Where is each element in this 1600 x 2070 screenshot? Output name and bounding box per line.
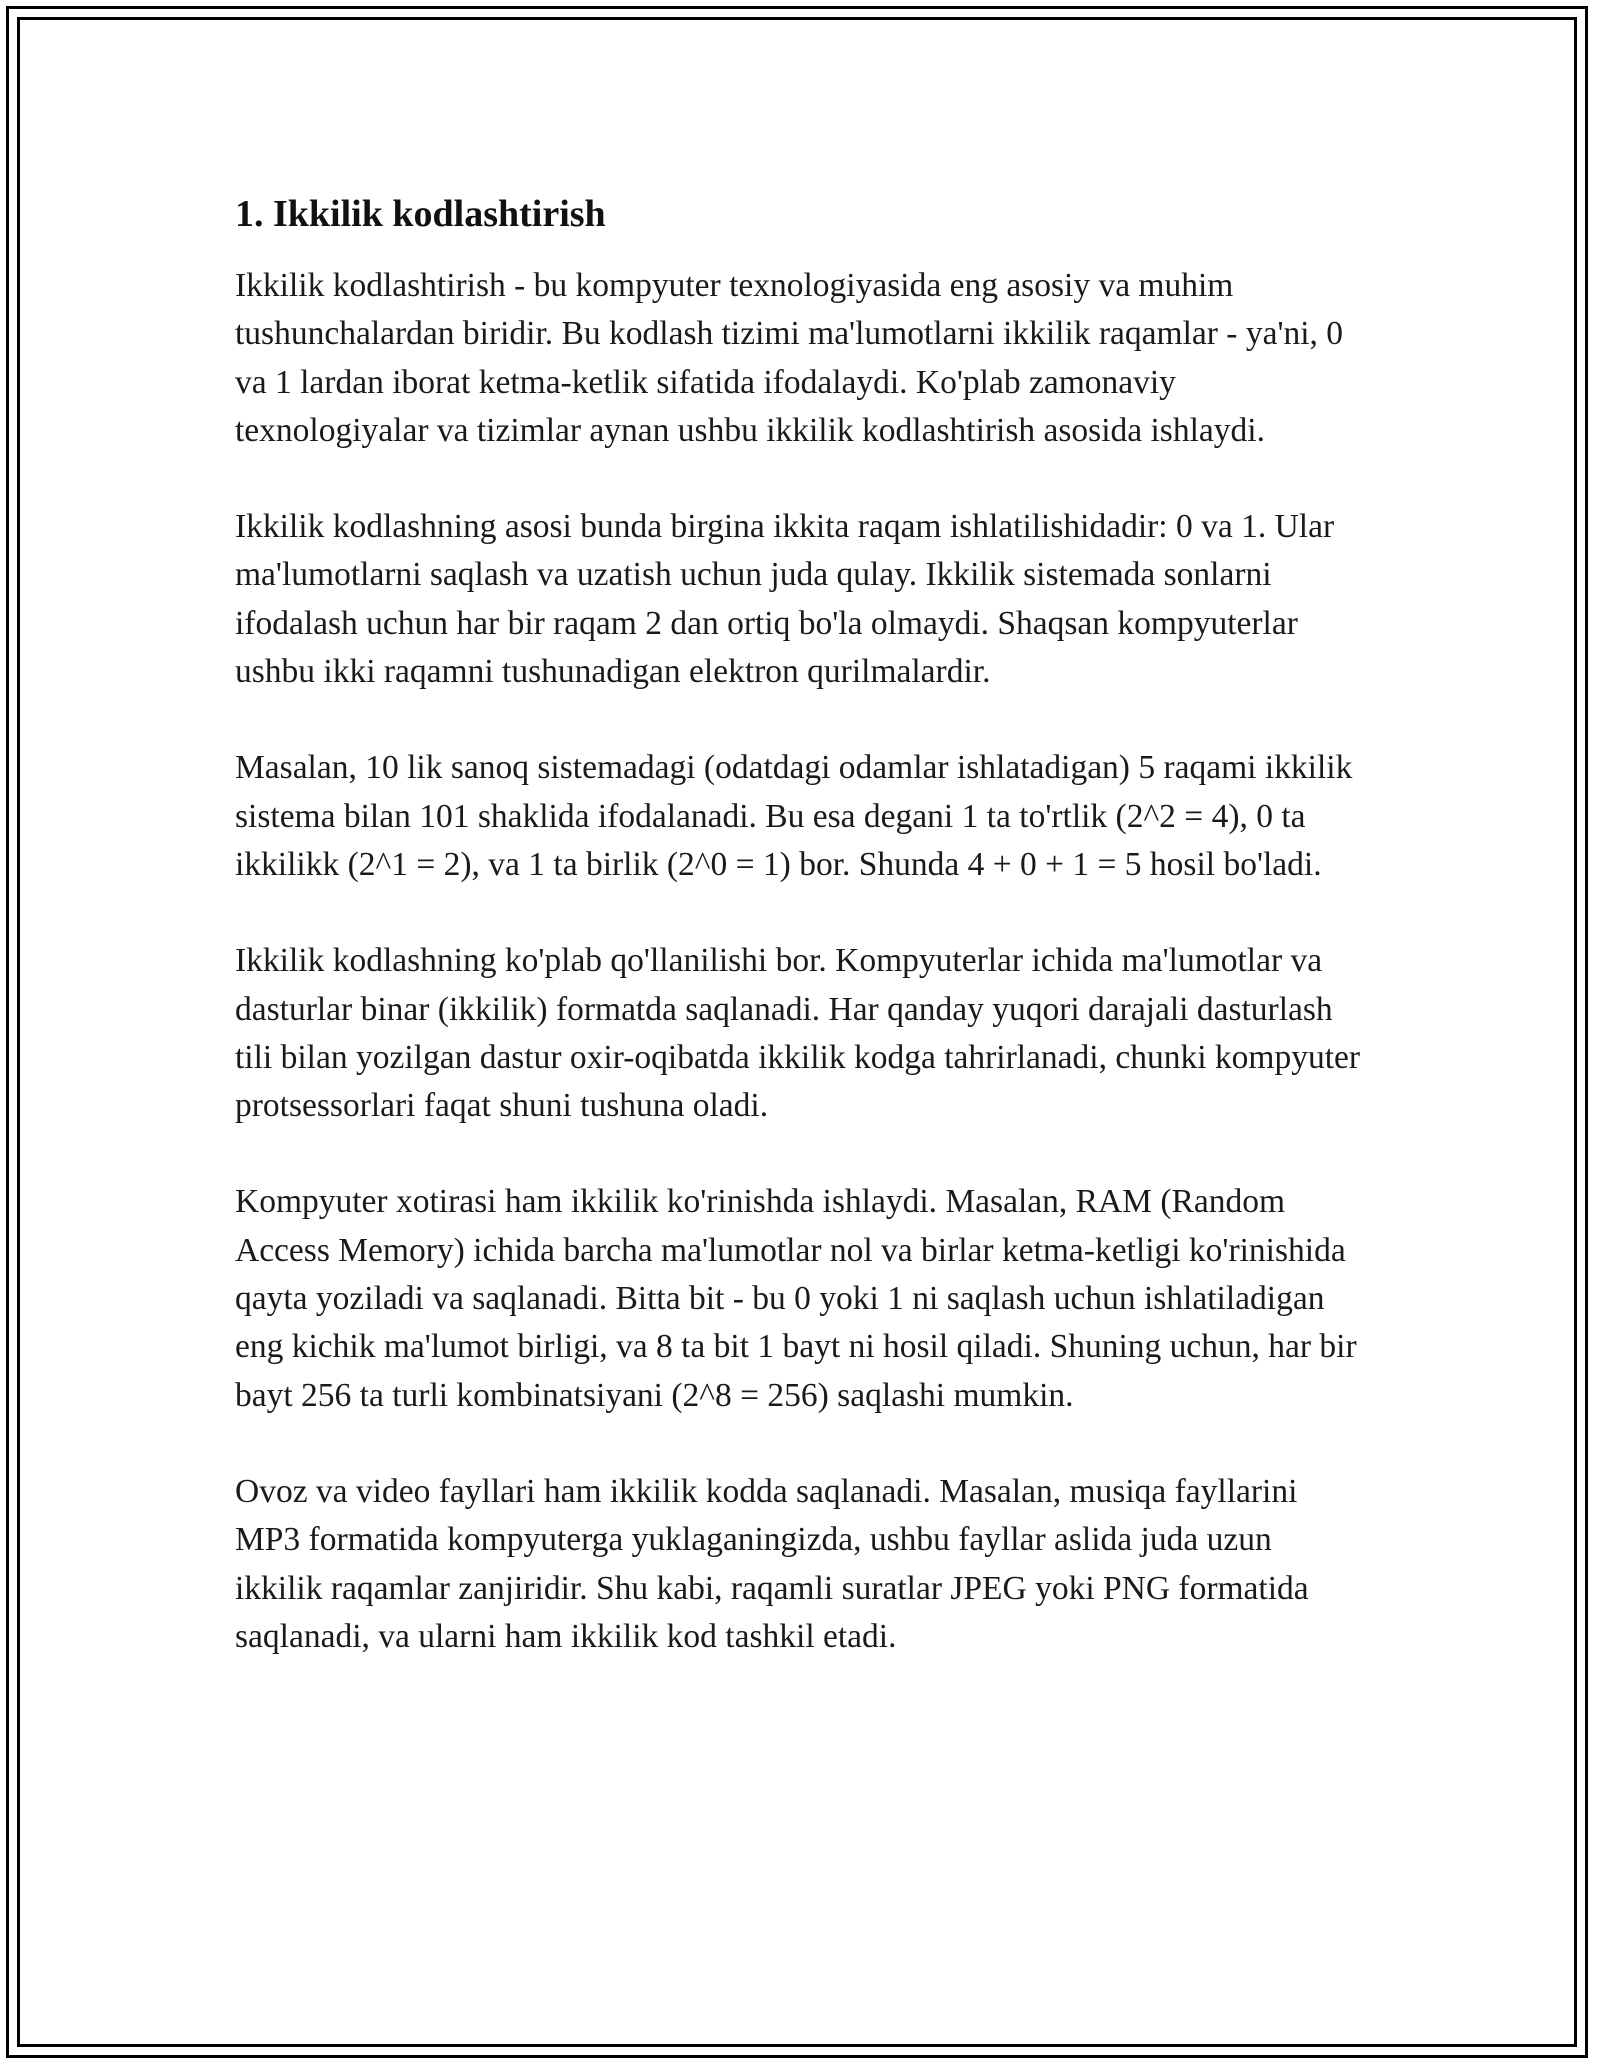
paragraph-memory: Kompyuter xotirasi ham ikkilik ko'rinishda ishlaydi. Masalan, RAM (Random Access Memory) ichida barcha ma'lumotlar nol va birlar ketma-ketligi ko'rinishida qayta yoziladi va saqlanadi. Bitta bit - bu 0 yoki 1 ni saqlash uchun ishlatiladigan eng kichik ma'lumot birligi, va 8 ta bit 1 bayt ni hosil qiladi. Shuning uchun, har bir bayt 256 ta turli kombinatsiyani (2^8 = 256) saqlashi mumkin.	[235, 1183, 1357, 1414]
paragraph-applications: Ikkilik kodlashning ko'plab qo'llanilishi bor. Kompyuterlar ichida ma'lumotlar va dasturlar binar (ikkilik) formatda saqlanadi. Har qanday yuqori darajali dasturlash tili bilan yozilgan dastur oxir-oqibatda ikkilik kodga tahrirlanadi, chunki kompyuter protsessorlari faqat shuni tushuna oladi.	[235, 942, 1361, 1125]
paragraph-intro: Ikkilik kodlashtirish - bu kompyuter texnologiyasida eng asosiy va muhim tushunchalardan biridir. Bu kodlash tizimi ma'lumotlarni ikkilik raqamlar - ya'ni, 0 va 1 lardan iborat ketma-ketlik sifatida ifodalaydi. Ko'plab zamonaviy texnologiyalar va tizimlar aynan ushbu ikkilik kodlashtirish asosida ishlaydi.	[235, 267, 1344, 449]
paragraph-example: Masalan, 10 lik sanoq sistemadagi (odatdagi odamlar ishlatadigan) 5 raqami ikkilik sistema bilan 101 shaklida ifodalanadi. Bu esa degani 1 ta to'rtlik (2^2 = 4), 0 ta ikkilikk (2^1 = 2), va 1 ta birlik (2^0 = 1) bor. Shunda 4 + 0 + 1 = 5 hosil bo'ladi.	[235, 749, 1353, 883]
document-body	[235, 188, 1365, 1709]
paragraph-media: Ovoz va video fayllari ham ikkilik kodda saqlanadi. Masalan, musiqa fayllarini MP3 formatida kompyuterga yuklaganingizda, ushbu fayllar aslida juda uzun ikkilik raqamlar zanjiridir. Shu kabi, raqamli suratlar JPEG yoki PNG formatida saqlanadi, va ularni ham ikkilik kod tashkil etadi.	[235, 1472, 1309, 1655]
section-heading: 1. Ikkilik kodlashtirish	[235, 193, 606, 235]
paragraph-basics: Ikkilik kodlashning asosi bunda birgina ikkita raqam ishlatilishidadir: 0 va 1. Ular ma'lumotlarni saqlash va uzatish uchun juda qulay. Ikkilik sistemada sonlarni ifodalash uchun har bir raqam 2 dan ortiq bo'la olmaydi. Shaqsan kompyuterlar ushbu ikki raqamni tushunadigan elektron qurilmalardir.	[235, 508, 1335, 691]
